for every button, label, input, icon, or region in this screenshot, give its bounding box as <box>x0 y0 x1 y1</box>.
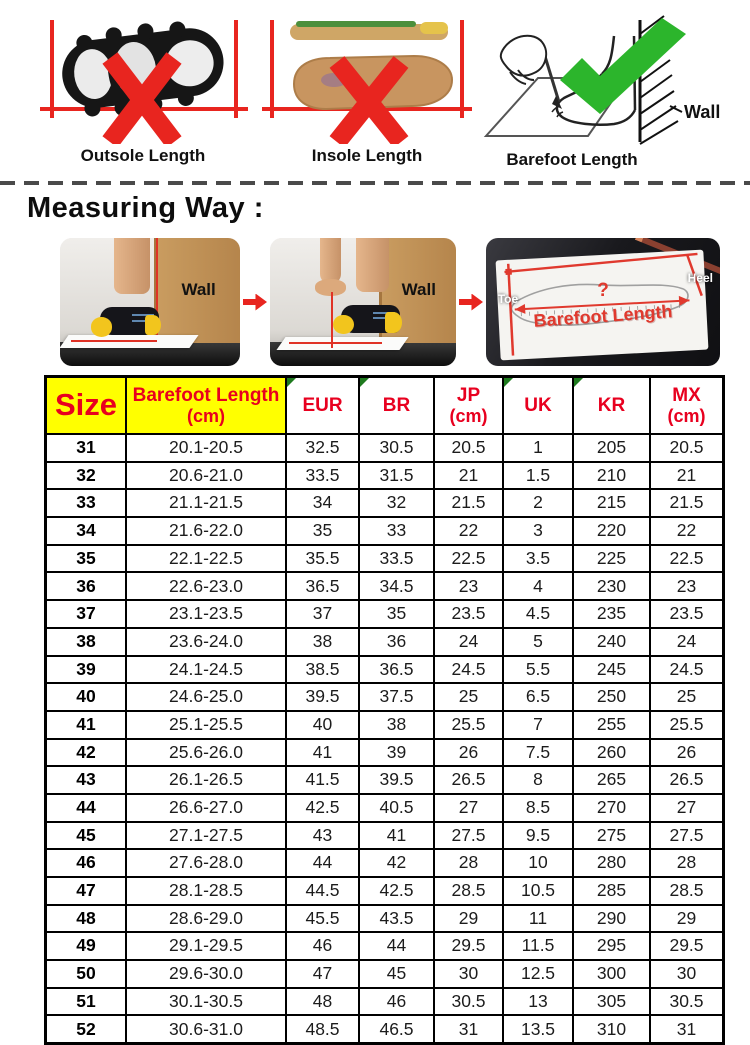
value-cell: 310 <box>573 1015 650 1043</box>
table-row <box>46 572 724 600</box>
column-label: KR <box>598 395 625 416</box>
column-header-size <box>46 377 127 435</box>
value-cell: 270 <box>573 794 650 822</box>
table-row <box>46 489 724 517</box>
table-row <box>46 822 724 850</box>
size-cell: 47 <box>46 877 127 905</box>
question-mark: ? <box>486 280 720 302</box>
value-cell: 46 <box>286 932 359 960</box>
column-header-kr <box>573 377 650 435</box>
table-row <box>46 683 724 711</box>
size-cell: 35 <box>46 545 127 573</box>
column-unit: (cm) <box>127 406 285 426</box>
table-row <box>46 1015 724 1043</box>
paper-red-line <box>289 342 382 344</box>
value-cell: 28 <box>434 849 503 877</box>
column-label: MX <box>672 385 701 406</box>
value-cell: 25.1-25.5 <box>126 711 286 739</box>
size-cell: 51 <box>46 988 127 1016</box>
value-cell: 20.6-21.0 <box>126 462 286 490</box>
value-cell: 37 <box>286 600 359 628</box>
value-cell: 280 <box>573 849 650 877</box>
value-cell: 47 <box>286 960 359 988</box>
size-cell: 33 <box>46 489 127 517</box>
value-cell: 39.5 <box>359 766 434 794</box>
outsole-caption: Outsole Length <box>38 146 248 166</box>
value-cell: 26 <box>650 739 724 767</box>
value-cell: 205 <box>573 434 650 462</box>
value-cell: 27 <box>650 794 724 822</box>
barefoot-length-label: Barefoot Length <box>486 298 720 335</box>
leg <box>114 238 150 294</box>
arrow-right-icon <box>243 294 267 311</box>
value-cell: 36.5 <box>286 572 359 600</box>
toe-label: Toe <box>498 292 518 306</box>
value-cell: 31.5 <box>359 462 434 490</box>
corner-marker-icon <box>504 378 513 387</box>
value-cell: 29.1-29.5 <box>126 932 286 960</box>
value-cell: 255 <box>573 711 650 739</box>
column-header-mx <box>650 377 724 435</box>
table-row <box>46 628 724 656</box>
value-cell: 22.6-23.0 <box>126 572 286 600</box>
wall-label: Wall <box>684 102 720 122</box>
table-row <box>46 656 724 684</box>
size-cell: 42 <box>46 739 127 767</box>
value-cell: 3.5 <box>503 545 573 573</box>
size-cell: 32 <box>46 462 127 490</box>
value-cell: 23 <box>434 572 503 600</box>
value-cell: 23 <box>650 572 724 600</box>
table-row <box>46 932 724 960</box>
value-cell: 220 <box>573 517 650 545</box>
column-label: Size <box>55 387 117 422</box>
value-cell: 290 <box>573 905 650 933</box>
measuring-way-heading: Measuring Way : <box>27 192 264 225</box>
value-cell: 24 <box>434 628 503 656</box>
table-row <box>46 711 724 739</box>
wall-label: Wall <box>181 280 215 300</box>
sock-heel-patch <box>385 312 402 332</box>
leg <box>356 238 389 292</box>
value-cell: 32 <box>359 489 434 517</box>
size-cell: 34 <box>46 517 127 545</box>
value-cell: 45 <box>359 960 434 988</box>
value-cell: 7 <box>503 711 573 739</box>
value-cell: 7.5 <box>503 739 573 767</box>
value-cell: 5.5 <box>503 656 573 684</box>
value-cell: 305 <box>573 988 650 1016</box>
value-cell: 25.5 <box>434 711 503 739</box>
column-label: EUR <box>302 395 342 416</box>
value-cell: 22 <box>650 517 724 545</box>
value-cell: 31 <box>434 1015 503 1043</box>
value-cell: 38.5 <box>286 656 359 684</box>
value-cell: 34 <box>286 489 359 517</box>
value-cell: 32.5 <box>286 434 359 462</box>
value-cell: 25 <box>650 683 724 711</box>
table-row <box>46 905 724 933</box>
value-cell: 43.5 <box>359 905 434 933</box>
size-cell: 31 <box>46 434 127 462</box>
value-cell: 5 <box>503 628 573 656</box>
table-row <box>46 766 724 794</box>
sock-toe-patch <box>333 315 353 334</box>
value-cell: 3 <box>503 517 573 545</box>
value-cell: 22.1-22.5 <box>126 545 286 573</box>
value-cell: 30.5 <box>650 988 724 1016</box>
size-cell: 46 <box>46 849 127 877</box>
table-row <box>46 988 724 1016</box>
value-cell: 35 <box>286 517 359 545</box>
corner-marker-icon <box>287 378 296 387</box>
column-label: Barefoot Length <box>133 385 280 406</box>
barefoot-illustration <box>472 14 724 170</box>
table-row <box>46 739 724 767</box>
value-cell: 21.5 <box>650 489 724 517</box>
value-cell: 37.5 <box>359 683 434 711</box>
value-cell: 44 <box>359 932 434 960</box>
value-cell: 29.6-30.0 <box>126 960 286 988</box>
value-cell: 44 <box>286 849 359 877</box>
value-cell: 20.5 <box>434 434 503 462</box>
measuring-photo-mark <box>270 238 456 366</box>
value-cell: 2 <box>503 489 573 517</box>
value-cell: 43 <box>286 822 359 850</box>
size-cell: 43 <box>46 766 127 794</box>
value-cell: 36 <box>359 628 434 656</box>
value-cell: 10.5 <box>503 877 573 905</box>
value-cell: 295 <box>573 932 650 960</box>
sock-heel-patch <box>145 315 161 335</box>
value-cell: 40.5 <box>359 794 434 822</box>
value-cell: 275 <box>573 822 650 850</box>
value-cell: 9.5 <box>503 822 573 850</box>
value-cell: 1.5 <box>503 462 573 490</box>
value-cell: 12.5 <box>503 960 573 988</box>
wall-label: Wall <box>402 280 436 300</box>
table-row <box>46 434 724 462</box>
value-cell: 25 <box>434 683 503 711</box>
value-cell: 44.5 <box>286 877 359 905</box>
value-cell: 41.5 <box>286 766 359 794</box>
value-cell: 8.5 <box>503 794 573 822</box>
value-cell: 260 <box>573 739 650 767</box>
size-cell: 38 <box>46 628 127 656</box>
barefoot-caption: Barefoot Length <box>472 150 724 170</box>
outsole-image <box>38 14 248 144</box>
size-cell: 41 <box>46 711 127 739</box>
value-cell: 25.6-26.0 <box>126 739 286 767</box>
value-cell: 21 <box>434 462 503 490</box>
column-header-barefoot-length <box>126 377 286 435</box>
value-cell: 21 <box>650 462 724 490</box>
value-cell: 42.5 <box>359 877 434 905</box>
value-cell: 20.1-20.5 <box>126 434 286 462</box>
barefoot-image <box>472 14 724 154</box>
size-conversion-table <box>44 375 725 1045</box>
column-label: JP <box>457 385 480 406</box>
value-cell: 265 <box>573 766 650 794</box>
value-cell: 27.5 <box>650 822 724 850</box>
value-cell: 40 <box>286 711 359 739</box>
size-cell: 50 <box>46 960 127 988</box>
value-cell: 36.5 <box>359 656 434 684</box>
size-cell: 49 <box>46 932 127 960</box>
value-cell: 8 <box>503 766 573 794</box>
value-cell: 48 <box>286 988 359 1016</box>
value-cell: 26 <box>434 739 503 767</box>
value-cell: 30.5 <box>359 434 434 462</box>
value-cell: 27.1-27.5 <box>126 822 286 850</box>
table-row <box>46 960 724 988</box>
value-cell: 22 <box>434 517 503 545</box>
table-row <box>46 545 724 573</box>
outsole-illustration <box>38 14 248 166</box>
value-cell: 28 <box>650 849 724 877</box>
value-cell: 250 <box>573 683 650 711</box>
measuring-photo-stand <box>60 238 240 366</box>
insole-caption: Insole Length <box>262 146 472 166</box>
sock-toe-patch <box>91 317 113 336</box>
size-cell: 40 <box>46 683 127 711</box>
value-cell: 240 <box>573 628 650 656</box>
value-cell: 24.5 <box>650 656 724 684</box>
value-cell: 210 <box>573 462 650 490</box>
value-cell: 39.5 <box>286 683 359 711</box>
value-cell: 28.5 <box>650 877 724 905</box>
value-cell: 42 <box>359 849 434 877</box>
table-header <box>46 377 724 435</box>
column-header-jp <box>434 377 503 435</box>
value-cell: 4.5 <box>503 600 573 628</box>
value-cell: 28.6-29.0 <box>126 905 286 933</box>
value-cell: 26.5 <box>650 766 724 794</box>
value-cell: 20.5 <box>650 434 724 462</box>
value-cell: 285 <box>573 877 650 905</box>
table-row <box>46 517 724 545</box>
value-cell: 24 <box>650 628 724 656</box>
size-cell: 36 <box>46 572 127 600</box>
column-header-eur <box>286 377 359 435</box>
value-cell: 21.6-22.0 <box>126 517 286 545</box>
value-cell: 28.1-28.5 <box>126 877 286 905</box>
value-cell: 215 <box>573 489 650 517</box>
value-cell: 24.5 <box>434 656 503 684</box>
value-cell: 24.1-24.5 <box>126 656 286 684</box>
value-cell: 41 <box>359 822 434 850</box>
table-row <box>46 794 724 822</box>
size-cell: 52 <box>46 1015 127 1043</box>
value-cell: 23.6-24.0 <box>126 628 286 656</box>
value-cell: 23.5 <box>434 600 503 628</box>
measuring-photo-result <box>486 238 720 366</box>
value-cell: 230 <box>573 572 650 600</box>
value-cell: 30.5 <box>434 988 503 1016</box>
insole-image <box>262 14 472 144</box>
column-unit: (cm) <box>651 406 722 426</box>
size-cell: 45 <box>46 822 127 850</box>
value-cell: 27 <box>434 794 503 822</box>
value-cell: 13 <box>503 988 573 1016</box>
insole-illustration <box>262 14 472 166</box>
value-cell: 21.5 <box>434 489 503 517</box>
size-cell: 44 <box>46 794 127 822</box>
value-cell: 42.5 <box>286 794 359 822</box>
dashed-divider <box>0 181 750 185</box>
value-cell: 38 <box>359 711 434 739</box>
table-row <box>46 849 724 877</box>
value-cell: 29.5 <box>434 932 503 960</box>
value-cell: 33 <box>359 517 434 545</box>
arrow-right-icon <box>459 294 483 311</box>
value-cell: 300 <box>573 960 650 988</box>
value-cell: 46.5 <box>359 1015 434 1043</box>
value-cell: 27.5 <box>434 822 503 850</box>
value-cell: 10 <box>503 849 573 877</box>
heel-label: Heel <box>688 271 713 285</box>
value-cell: 6.5 <box>503 683 573 711</box>
value-cell: 225 <box>573 545 650 573</box>
size-cell: 37 <box>46 600 127 628</box>
value-cell: 30 <box>650 960 724 988</box>
value-cell: 1 <box>503 434 573 462</box>
value-cell: 34.5 <box>359 572 434 600</box>
value-cell: 25.5 <box>650 711 724 739</box>
value-cell: 22.5 <box>434 545 503 573</box>
value-cell: 13.5 <box>503 1015 573 1043</box>
value-cell: 30.6-31.0 <box>126 1015 286 1043</box>
size-cell: 39 <box>46 656 127 684</box>
value-cell: 46 <box>359 988 434 1016</box>
value-cell: 48.5 <box>286 1015 359 1043</box>
arm <box>320 238 340 284</box>
value-cell: 21.1-21.5 <box>126 489 286 517</box>
value-cell: 29 <box>650 905 724 933</box>
value-cell: 45.5 <box>286 905 359 933</box>
value-cell: 26.5 <box>434 766 503 794</box>
value-cell: 29.5 <box>650 932 724 960</box>
value-cell: 4 <box>503 572 573 600</box>
value-cell: 30.1-30.5 <box>126 988 286 1016</box>
table-row <box>46 600 724 628</box>
column-label: BR <box>383 395 410 416</box>
column-header-br <box>359 377 434 435</box>
cardboard-wall <box>154 238 240 343</box>
value-cell: 28.5 <box>434 877 503 905</box>
value-cell: 23.1-23.5 <box>126 600 286 628</box>
column-unit: (cm) <box>435 406 502 426</box>
paper-red-line <box>71 340 157 342</box>
value-cell: 245 <box>573 656 650 684</box>
table-row <box>46 462 724 490</box>
table-row <box>46 877 724 905</box>
corner-marker-icon <box>360 378 369 387</box>
value-cell: 38 <box>286 628 359 656</box>
value-cell: 26.6-27.0 <box>126 794 286 822</box>
value-cell: 35.5 <box>286 545 359 573</box>
value-cell: 11.5 <box>503 932 573 960</box>
value-cell: 33.5 <box>359 545 434 573</box>
size-cell: 48 <box>46 905 127 933</box>
value-cell: 39 <box>359 739 434 767</box>
value-cell: 29 <box>434 905 503 933</box>
value-cell: 22.5 <box>650 545 724 573</box>
value-cell: 31 <box>650 1015 724 1043</box>
column-label: UK <box>524 395 551 416</box>
value-cell: 23.5 <box>650 600 724 628</box>
column-header-uk <box>503 377 573 435</box>
corner-marker-icon <box>574 378 583 387</box>
value-cell: 11 <box>503 905 573 933</box>
value-cell: 26.1-26.5 <box>126 766 286 794</box>
value-cell: 30 <box>434 960 503 988</box>
value-cell: 24.6-25.0 <box>126 683 286 711</box>
value-cell: 235 <box>573 600 650 628</box>
value-cell: 41 <box>286 739 359 767</box>
value-cell: 33.5 <box>286 462 359 490</box>
value-cell: 27.6-28.0 <box>126 849 286 877</box>
value-cell: 35 <box>359 600 434 628</box>
measuring-photo-strip <box>60 237 720 367</box>
